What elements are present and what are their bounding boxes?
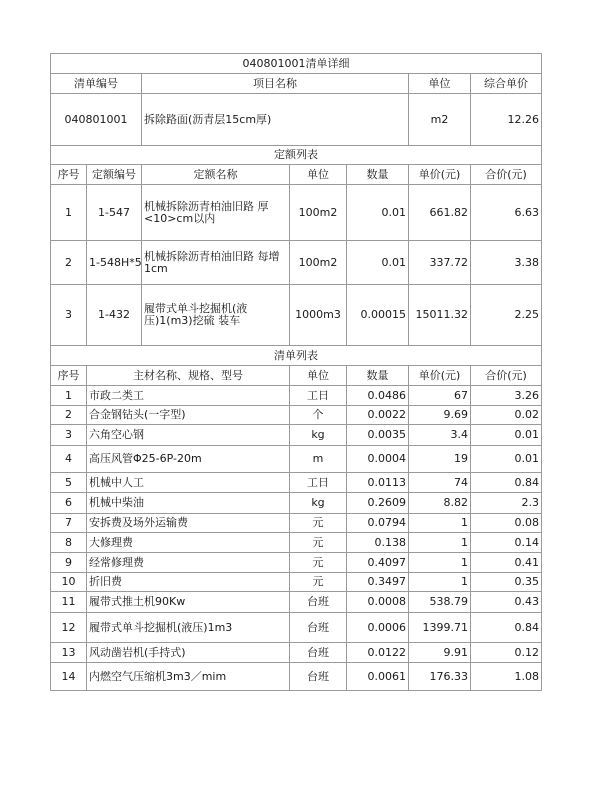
material-name: 大修理费 xyxy=(87,533,290,553)
composite-unit-price: 12.26 xyxy=(471,94,542,146)
material-unit-price-header: 单价(元) xyxy=(409,366,471,386)
material-total-price: 1.08 xyxy=(471,663,542,691)
material-name: 安拆费及场外运输费 xyxy=(87,514,290,533)
material-total-price: 0.08 xyxy=(471,514,542,533)
quota-total-price: 3.38 xyxy=(471,241,542,285)
material-unit: 工日 xyxy=(290,386,347,406)
material-total-price: 0.84 xyxy=(471,473,542,493)
material-name: 风动凿岩机(手持式) xyxy=(87,643,290,663)
material-row xyxy=(51,573,542,592)
material-quantity: 0.0006 xyxy=(347,613,409,643)
material-no: 13 xyxy=(51,643,87,663)
quota-unit-price: 337.72 xyxy=(409,241,471,285)
item-name: 拆除路面(沥青层15cm厚) xyxy=(142,94,409,146)
quota-quantity: 0.01 xyxy=(347,185,409,241)
material-row xyxy=(51,425,542,446)
material-unit: kg xyxy=(290,425,347,446)
material-unit-price: 9.91 xyxy=(409,643,471,663)
quota-unit: 100m2 xyxy=(290,241,347,285)
unit-header: 单位 xyxy=(409,74,471,94)
material-row xyxy=(51,473,542,493)
material-unit: 个 xyxy=(290,406,347,425)
material-quantity: 0.0022 xyxy=(347,406,409,425)
material-row xyxy=(51,643,542,663)
material-no: 10 xyxy=(51,573,87,592)
material-row xyxy=(51,592,542,613)
quota-code-header: 定额编号 xyxy=(87,165,142,185)
material-no: 3 xyxy=(51,425,87,446)
quota-list-title: 定额列表 xyxy=(51,146,542,165)
material-name-header: 主材名称、规格、型号 xyxy=(87,366,290,386)
material-quantity: 0.2609 xyxy=(347,493,409,514)
material-total-price: 0.14 xyxy=(471,533,542,553)
quota-no-header: 序号 xyxy=(51,165,87,185)
material-unit: 台班 xyxy=(290,613,347,643)
material-unit-price: 1 xyxy=(409,553,471,573)
material-row xyxy=(51,446,542,473)
material-total-price-header: 合价(元) xyxy=(471,366,542,386)
material-unit-price: 3.4 xyxy=(409,425,471,446)
material-unit: 元 xyxy=(290,514,347,533)
quota-name: 履带式单斗挖掘机(液压)1(m3)挖硫 装车 xyxy=(142,285,290,346)
quota-header-row xyxy=(51,165,542,185)
material-total-price: 0.12 xyxy=(471,643,542,663)
quota-quantity-header: 数量 xyxy=(347,165,409,185)
title-row xyxy=(51,54,542,74)
material-quantity: 0.0122 xyxy=(347,643,409,663)
material-unit-price: 9.69 xyxy=(409,406,471,425)
material-unit-price: 8.82 xyxy=(409,493,471,514)
material-quantity: 0.0004 xyxy=(347,446,409,473)
material-quantity: 0.0486 xyxy=(347,386,409,406)
material-no: 5 xyxy=(51,473,87,493)
material-total-price: 0.02 xyxy=(471,406,542,425)
material-row xyxy=(51,514,542,533)
material-no: 8 xyxy=(51,533,87,553)
quota-code: 1-547 xyxy=(87,185,142,241)
material-total-price: 0.35 xyxy=(471,573,542,592)
quota-name: 机械拆除沥青柏油旧路 每增1cm xyxy=(142,241,290,285)
quota-row xyxy=(51,185,542,241)
quota-total-price: 6.63 xyxy=(471,185,542,241)
material-unit: 元 xyxy=(290,573,347,592)
material-no: 4 xyxy=(51,446,87,473)
composite-unit-price-header: 综合单价 xyxy=(471,74,542,94)
material-row xyxy=(51,663,542,691)
material-total-price: 0.41 xyxy=(471,553,542,573)
quota-no: 3 xyxy=(51,285,87,346)
material-quantity: 0.0061 xyxy=(347,663,409,691)
material-unit: m xyxy=(290,446,347,473)
material-name: 经常修理费 xyxy=(87,553,290,573)
quota-unit: 100m2 xyxy=(290,185,347,241)
bill-code: 040801001 xyxy=(51,94,142,146)
material-total-price: 0.84 xyxy=(471,613,542,643)
quota-unit-header: 单位 xyxy=(290,165,347,185)
item-name-header: 项目名称 xyxy=(142,74,409,94)
material-row xyxy=(51,493,542,514)
material-quantity: 0.0794 xyxy=(347,514,409,533)
material-row xyxy=(51,386,542,406)
material-unit-price: 1 xyxy=(409,533,471,553)
quota-unit-price: 661.82 xyxy=(409,185,471,241)
bill-item-header-row xyxy=(51,74,542,94)
material-quantity: 0.4097 xyxy=(347,553,409,573)
quota-row xyxy=(51,241,542,285)
bill-item-row xyxy=(51,94,542,146)
material-total-price: 0.43 xyxy=(471,592,542,613)
bill-detail-table xyxy=(50,53,542,691)
material-quantity: 0.0008 xyxy=(347,592,409,613)
material-no: 11 xyxy=(51,592,87,613)
material-no: 7 xyxy=(51,514,87,533)
material-name: 机械中柴油 xyxy=(87,493,290,514)
material-name: 内燃空气压缩机3m3／mim xyxy=(87,663,290,691)
material-unit: 台班 xyxy=(290,592,347,613)
material-total-price: 3.26 xyxy=(471,386,542,406)
material-row xyxy=(51,553,542,573)
quota-no: 2 xyxy=(51,241,87,285)
material-no: 14 xyxy=(51,663,87,691)
material-row xyxy=(51,406,542,425)
material-unit: 工日 xyxy=(290,473,347,493)
material-unit-price: 1 xyxy=(409,514,471,533)
material-unit: 元 xyxy=(290,553,347,573)
material-header-row xyxy=(51,366,542,386)
material-unit-price: 1399.71 xyxy=(409,613,471,643)
material-row xyxy=(51,533,542,553)
quota-quantity: 0.01 xyxy=(347,241,409,285)
quota-no: 1 xyxy=(51,185,87,241)
quota-code: 1-548H*5 xyxy=(87,241,142,285)
material-name: 履带式推土机90Kw xyxy=(87,592,290,613)
material-quantity: 0.0113 xyxy=(347,473,409,493)
material-unit: 台班 xyxy=(290,643,347,663)
material-quantity-header: 数量 xyxy=(347,366,409,386)
quota-unit: 1000m3 xyxy=(290,285,347,346)
material-name: 履带式单斗挖掘机(液压)1m3 xyxy=(87,613,290,643)
material-no-header: 序号 xyxy=(51,366,87,386)
material-unit-price: 67 xyxy=(409,386,471,406)
quota-code: 1-432 xyxy=(87,285,142,346)
material-unit-price: 1 xyxy=(409,573,471,592)
material-list-title-row xyxy=(51,346,542,366)
material-list-title: 清单列表 xyxy=(51,346,542,366)
material-total-price: 0.01 xyxy=(471,425,542,446)
material-quantity: 0.138 xyxy=(347,533,409,553)
material-name: 折旧费 xyxy=(87,573,290,592)
quota-list-title-row xyxy=(51,146,542,165)
material-name: 机械中人工 xyxy=(87,473,290,493)
bill-code-header: 清单编号 xyxy=(51,74,142,94)
material-name: 合金钢钻头(一字型) xyxy=(87,406,290,425)
material-name: 高压风管Φ25-6P-20m xyxy=(87,446,290,473)
material-row xyxy=(51,613,542,643)
material-total-price: 0.01 xyxy=(471,446,542,473)
quota-name: 机械拆除沥青柏油旧路 厚<10>cm以内 xyxy=(142,185,290,241)
material-unit-price: 74 xyxy=(409,473,471,493)
material-quantity: 0.0035 xyxy=(347,425,409,446)
material-unit: kg xyxy=(290,493,347,514)
material-name: 六角空心钢 xyxy=(87,425,290,446)
material-total-price: 2.3 xyxy=(471,493,542,514)
material-no: 2 xyxy=(51,406,87,425)
quota-unit-price-header: 单价(元) xyxy=(409,165,471,185)
item-unit: m2 xyxy=(409,94,471,146)
material-no: 12 xyxy=(51,613,87,643)
material-unit-price: 176.33 xyxy=(409,663,471,691)
material-unit-header: 单位 xyxy=(290,366,347,386)
quota-quantity: 0.00015 xyxy=(347,285,409,346)
quota-name-header: 定额名称 xyxy=(142,165,290,185)
material-unit-price: 19 xyxy=(409,446,471,473)
material-unit: 元 xyxy=(290,533,347,553)
quota-row xyxy=(51,285,542,346)
material-unit: 台班 xyxy=(290,663,347,691)
material-no: 6 xyxy=(51,493,87,514)
material-name: 市政二类工 xyxy=(87,386,290,406)
material-no: 9 xyxy=(51,553,87,573)
material-quantity: 0.3497 xyxy=(347,573,409,592)
quota-total-price-header: 合价(元) xyxy=(471,165,542,185)
material-unit-price: 538.79 xyxy=(409,592,471,613)
material-no: 1 xyxy=(51,386,87,406)
table-title: 040801001清单详细 xyxy=(51,54,542,74)
quota-unit-price: 15011.32 xyxy=(409,285,471,346)
quota-total-price: 2.25 xyxy=(471,285,542,346)
